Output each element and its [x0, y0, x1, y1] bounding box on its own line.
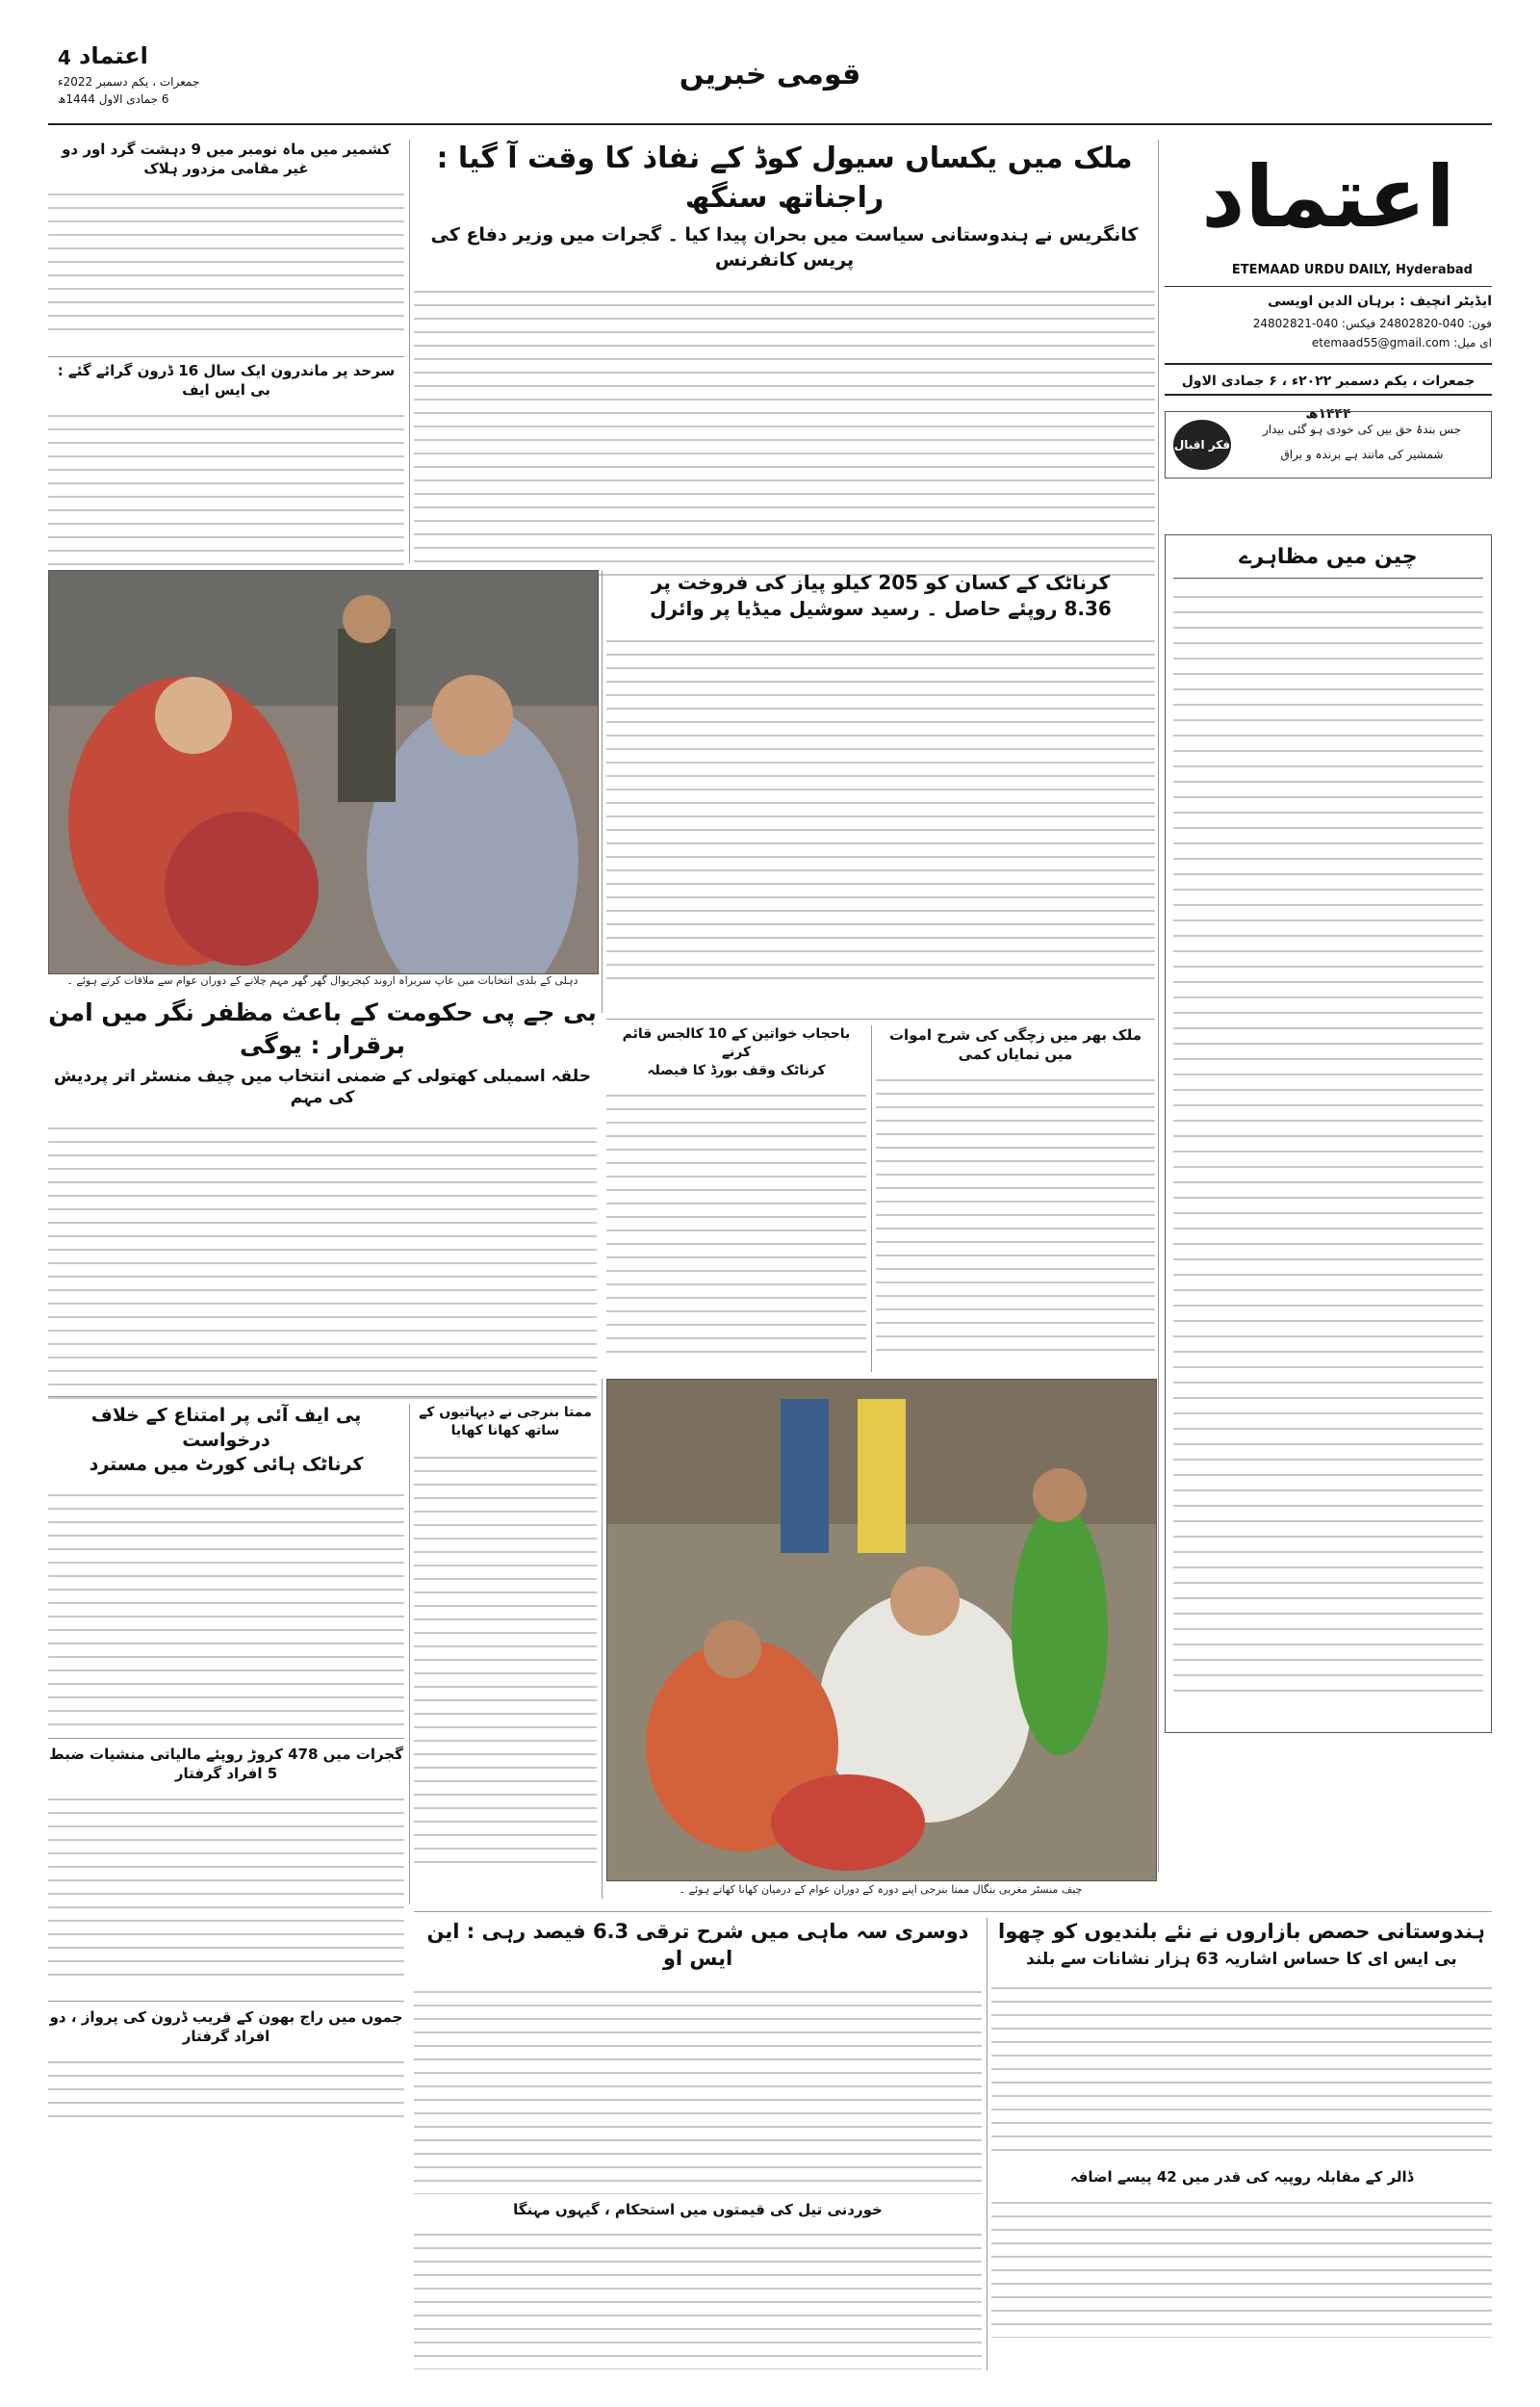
maternal-body	[876, 1071, 1155, 1359]
mamata-headline-2: ساتھ کھانا کھایا	[450, 1422, 560, 1438]
onion-headline-1: کرناٹک کے کسان کو 205 کیلو پیاز کی فروخت پر	[651, 571, 1111, 594]
lead-story	[414, 140, 1155, 563]
fikr-iqbal-verse-2: شمشیر کی مانند ہے برندہ و براق	[1280, 448, 1444, 461]
onion-headline-2: 8.36 روپئے حاصل ۔ رسید سوشیل میڈیا پر وائرل	[650, 597, 1112, 620]
lead-body	[414, 282, 1155, 581]
onion-story	[606, 570, 1155, 1013]
header-date-line1: جمعرات ، یکم دسمبر 2022ء	[58, 75, 200, 89]
bsf-headline: سرحد پر ماندرون ایک سال 16 ڈرون گرائے گئے : بی ایس ایف	[57, 362, 396, 400]
jammu-headline: جموں میں راج بھون کے قریب ڈرون کی پرواز ، دو افراد گرفتار	[49, 2008, 403, 2046]
masthead-small-logo: اعتماد	[79, 42, 148, 69]
photo-mamata-caption: چیف منسٹر مغربی بنگال ممتا بنرجی اپنے دورہ کے دوران عوام کے درمیان کھانا کھاتے ہوئے ۔	[679, 1883, 1083, 1896]
page-header	[0, 0, 1540, 135]
bsf-body	[48, 406, 404, 570]
pfi-body	[48, 1486, 404, 1726]
yogi-body	[48, 1119, 597, 1408]
page-number: 4	[58, 46, 71, 69]
mamata-story	[414, 1404, 597, 1904]
header-rule	[48, 123, 1492, 125]
pfi-headline-2: کرناٹک ہائی کورٹ میں مسترد	[89, 1454, 364, 1476]
header-date-line2: 6 جمادی الاول 1444ھ	[58, 92, 169, 106]
fikr-iqbal-verse-1: جس بندۂ حق بیں کی خودی ہو گئی بیدار	[1262, 423, 1462, 436]
kashmir-body	[48, 185, 404, 339]
editor-line: ایڈیٹر انچیف : برہان الدین اویسی	[1268, 294, 1492, 309]
lead-headline: ملک میں یکساں سیول کوڈ کے نفاذ کا وقت آ گیا : راجناتھ سنگھ	[436, 142, 1133, 215]
photo-kejriwal-image	[49, 571, 598, 973]
market-body-top	[991, 1979, 1492, 2161]
email-line: ای میل: etemaad55@gmail.com	[1311, 336, 1492, 349]
waqf-headline-2: کرناٹک وقف بورڈ کا فیصلہ	[647, 1062, 826, 1078]
mamata-body	[414, 1448, 597, 1872]
yogi-story	[48, 996, 597, 1391]
gdp-headline: دوسری سہ ماہی میں شرح ترقی 6.3 فیصد رہی : این ایس او	[426, 1920, 969, 1971]
yogi-headline: بی جے پی حکومت کے باعث مظفر نگر میں امن برقرار : یوگی	[48, 998, 597, 1059]
waqf-headline-1: باحجاب خواتین کے 10 کالجس قائم کرنے	[622, 1026, 851, 1060]
photo-kejriwal-caption: دہلی کے بلدی انتخابات میں عاپ سربراہ اروند کیجریوال گھر گھر مہم چلانے کے دوران عوام سے ملاقات کرتے ہوئے ۔	[66, 974, 578, 987]
kashmir-story	[48, 140, 404, 349]
mamata-headline-1: ممتا بنرجی نے دیہاتیوں کے	[419, 1405, 592, 1420]
market-headline: ہندوستانی حصص بازاروں نے نئے بلندیوں کو چھوا	[998, 1920, 1485, 1943]
kashmir-headline: کشمیر میں ماہ نومبر میں 9 دہشت گرد اور دو غیر مقامی مزدور ہلاک	[62, 141, 391, 178]
maternal-headline: ملک بھر میں زچگی کی شرح اموات میں نمایاں کمی	[888, 1026, 1142, 1064]
gdp-body-bottom	[414, 2225, 982, 2369]
market-story	[991, 1918, 1492, 2370]
gujarat-story	[48, 1745, 404, 1995]
editorial	[1165, 534, 1492, 1733]
market-subheadline: بی ایس ای کا حساس اشاریہ 63 ہزار نشانات سے بلند	[1026, 1950, 1457, 1970]
gdp-story	[414, 1918, 982, 2370]
editorial-body	[1173, 586, 1483, 1703]
gdp-body-top	[414, 1982, 982, 2194]
jammu-body	[48, 2053, 404, 2120]
fikr-iqbal-box	[1165, 411, 1492, 479]
masthead-english-name: ETEMAAD URDU DAILY, Hyderabad	[1231, 263, 1473, 277]
masthead-box	[1165, 140, 1492, 525]
jammu-story	[48, 2007, 404, 2123]
pfi-story	[48, 1404, 404, 1731]
market-subhead2: ڈالر کے مقابلہ روپیہ کی قدر میں 42 پیسے اضافہ	[1069, 2168, 1414, 2187]
section-title: قومی خبریں	[679, 58, 861, 91]
waqf-body	[606, 1086, 866, 1356]
onion-body	[606, 632, 1155, 988]
market-body-bottom	[991, 2193, 1492, 2338]
waqf-story	[606, 1025, 866, 1372]
gujarat-body	[48, 1790, 404, 1982]
masthead-date-bar: جمعرات ، یکم دسمبر ۲۰۲۲ء ، ۶ جمادی الاول ۱۴۴۴ھ	[1165, 363, 1492, 396]
fikr-iqbal-badge: فکر اقبال	[1173, 420, 1231, 470]
gujarat-headline: گجرات میں 478 کروڑ روپئے مالیاتی منشیات ضبط 5 افراد گرفتار	[49, 1746, 403, 1783]
maternal-story	[876, 1025, 1155, 1372]
editorial-title: چین میں مظاہرے	[1173, 543, 1483, 579]
yogi-subheadline: حلقہ اسمبلی کھتولی کے ضمنی انتخاب میں چیف منسٹر اتر پردیش کی مہم	[54, 1066, 591, 1108]
lead-subheadline: کانگریس نے ہندوستانی سیاست میں بحران پیدا کیا ۔ گجرات میں وزیر دفاع کی پریس کانفرنس	[430, 224, 1139, 271]
photo-mamata	[606, 1379, 1157, 1881]
photo-kejriwal	[48, 570, 599, 974]
bsf-story	[48, 361, 404, 563]
photo-mamata-image	[607, 1380, 1156, 1880]
gdp-subhead: خوردنی تیل کی قیمتوں میں استحکام ، گیہوں مہنگا	[513, 2200, 883, 2218]
masthead-logo: اعتماد	[1201, 147, 1455, 246]
phone-line: فون: 040-24802820 فیکس: 040-24802821	[1252, 317, 1492, 330]
pfi-headline-1: پی ایف آئی پر امتناع کے خلاف درخواست	[90, 1405, 362, 1451]
